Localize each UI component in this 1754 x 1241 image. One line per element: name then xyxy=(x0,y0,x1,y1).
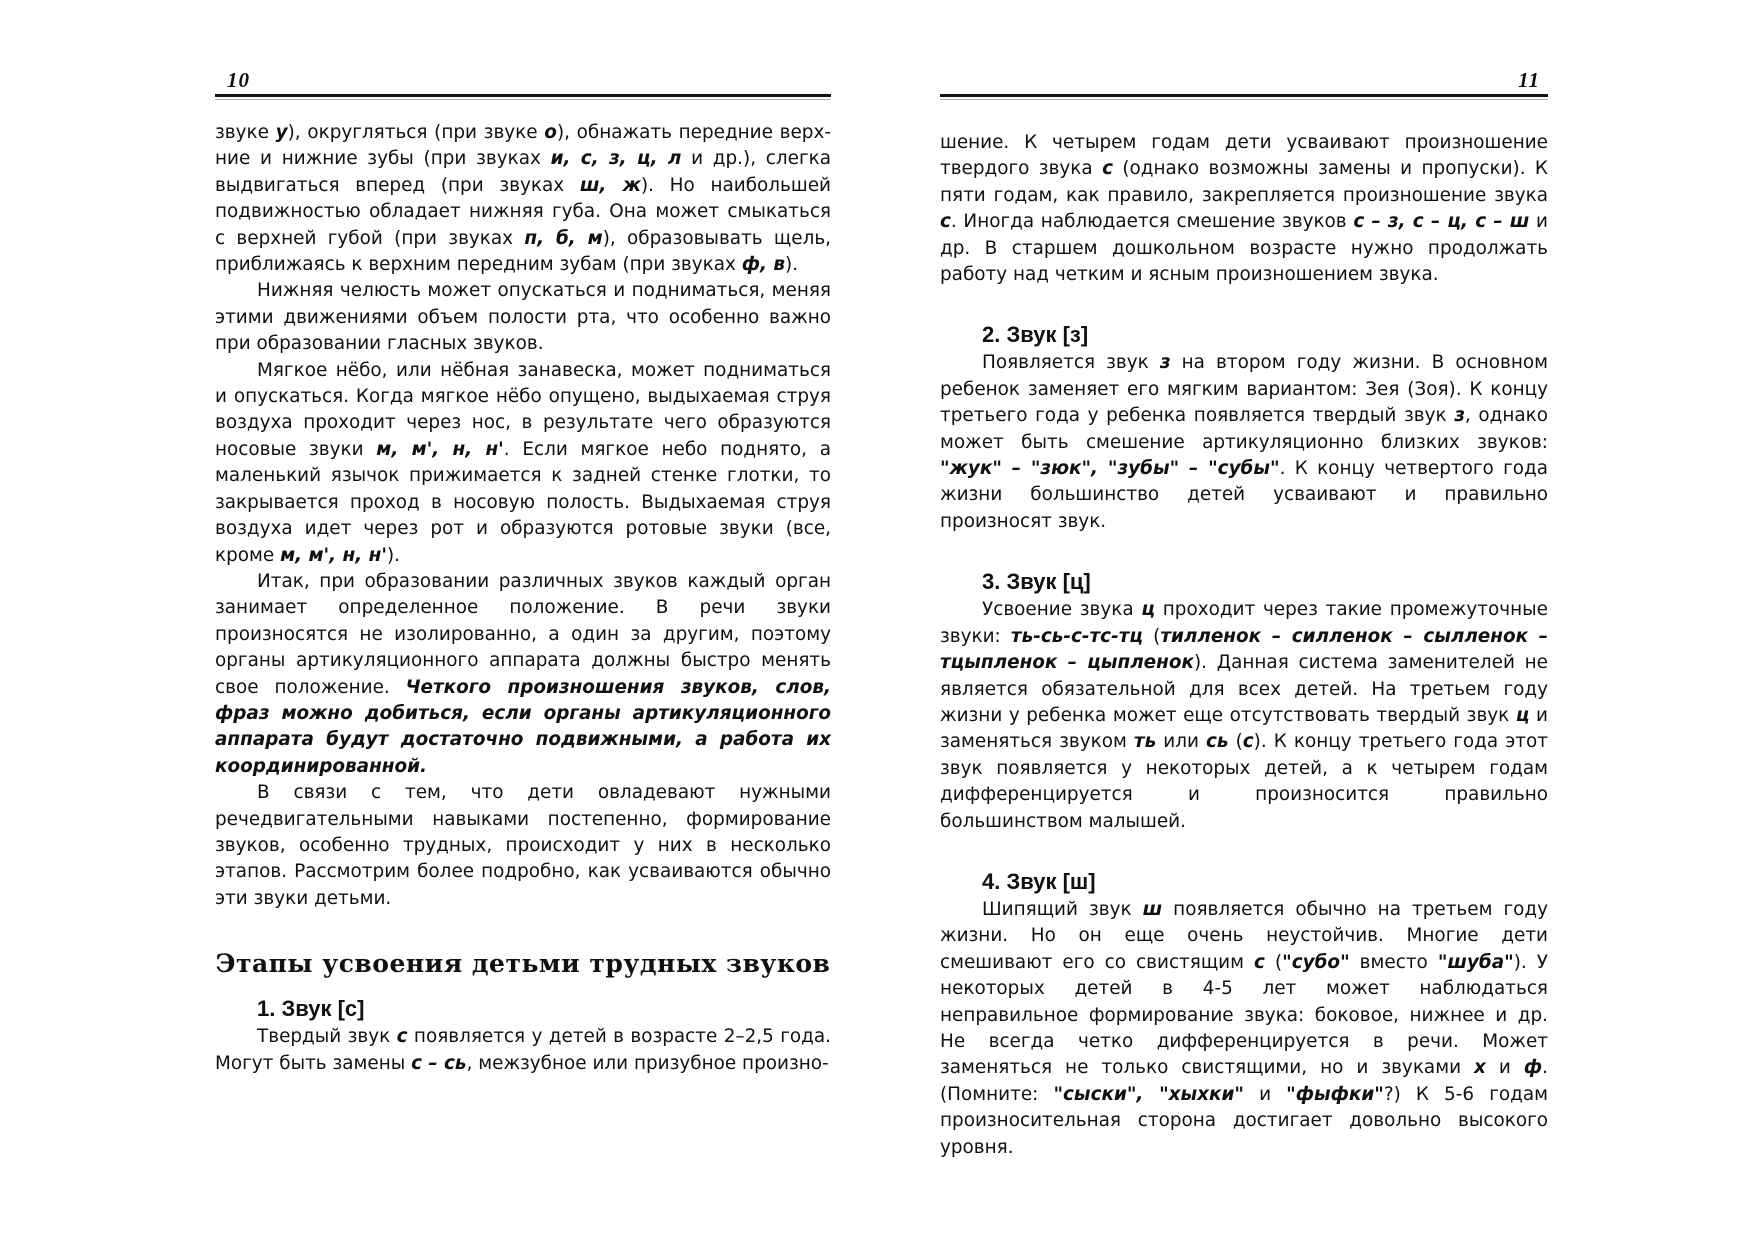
emphasized-text: о xyxy=(544,122,557,143)
emphasized-text: с – сь xyxy=(411,1052,467,1074)
right-page-body xyxy=(940,130,1548,1161)
emphasized-text: Четкого произношения звуков, слов, фраз можно добиться, если органы артикуляционного аппарата будут достаточно подвижными, а работа их координированной. xyxy=(215,676,831,777)
emphasized-text: "шуба" xyxy=(1437,951,1514,973)
paragraph: звуке у), округляться (при звуке о), обнажать передние верх-ние и нижние зубы (при звуках и, с, з, ц, л и др.), слегка выдвигаться вперед (при звуках ш, ж). Но наибольшей подвижностью обладает нижняя губа. Она может смыкаться с верхней губой (при звуках п, б, м), образовывать щель, приближаясь к верхним передним зубам (при звуках ф, в). xyxy=(215,122,832,276)
paragraph: шение. К четырем годам дети усваивают произношение твердого звука с (однако возможны замены и пропуски). К пяти годам, как правило, закрепляется произношение звука с. Иногда наблюдается смешение звуков с – з, с – ц, с – ш и др. В старшем дошкольном возрасте нужно продолжать работу над четким и ясным произношением звука. xyxy=(940,132,1548,286)
emphasized-text: ф xyxy=(1523,1057,1543,1079)
emphasized-text: с – з, с – ц, с – ш xyxy=(1353,211,1530,233)
emphasized-text: сь xyxy=(1205,731,1229,753)
left-page xyxy=(215,0,831,1241)
emphasized-text: м, м', н, н' xyxy=(280,544,387,566)
running-head-left xyxy=(215,64,831,104)
paragraph: В связи с тем, что дети овладевают нужными речедвигательными навыками постепенно, формирование звуков, особенно трудных, происходит у них в несколько этапов. Рассмотрим более подробно, как усваиваются обычно эти звуки детьми. xyxy=(215,782,831,909)
emphasized-text: ш xyxy=(1142,898,1163,920)
emphasized-text: с xyxy=(1242,731,1254,753)
emphasized-text: з xyxy=(1454,405,1465,427)
paragraph: Мягкое нёбо, или нёбная занавеска, может подниматься и опускаться. Когда мягкое нёбо опущено, выдыхаемая струя воздуха проходит через нос, в результате чего образуются носовые звуки м, м', н, н'. Если мягкое небо поднято, а маленький язычок прижимается к задней стенке глотки, то закрывается проход в носовую полость. Выдыхаемая струя воздуха идет через рот и образуются ротовые звуки (все, кроме м, м', н, н'). xyxy=(215,359,831,566)
header-rule xyxy=(940,94,1548,97)
emphasized-text: и, с, з, ц, л xyxy=(550,148,682,170)
paragraph: Нижняя челюсть может опускаться и подниматься, меняя этими движениями объем полости рта, что особенно важно при образовании гласных звуков. xyxy=(215,280,831,355)
left-page-body xyxy=(215,120,831,1077)
emphasized-text: у xyxy=(275,122,288,143)
page-number: 11 xyxy=(1518,68,1540,92)
emphasized-text: з xyxy=(1159,352,1171,374)
emphasized-text: с xyxy=(1102,158,1113,180)
section-title: Этапы усвоения детьми трудных звуков xyxy=(215,949,831,979)
emphasized-text: с xyxy=(396,1026,408,1048)
emphasized-text: с xyxy=(940,211,951,233)
emphasized-text: тилленок – силленок – сылленок – тцыпленок – цыпленок xyxy=(940,625,1548,674)
emphasized-text: п, б, м xyxy=(524,227,603,249)
paragraph: Твердый звук с появляется у детей в возрасте 2–2,5 года. Могут быть замены с – сь, межзубное или призубное произно- xyxy=(215,1026,831,1074)
paragraph: Появляется звук з на втором году жизни. В основном ребенок заменяет его мягким вариантом: Зея (Зоя). К концу третьего года у ребенка появляется твердый звук з, однако может быть смешение артикуляционно близких звуков: "жук" – "зюк", "зубы" – "субы". К концу четвертого года жизни большинство детей усваивают и правильно произносят звук. xyxy=(940,352,1549,532)
emphasized-text: "субо" xyxy=(1282,951,1350,973)
subsection-title: 1. Звук [с] xyxy=(257,996,365,1022)
right-page xyxy=(940,0,1548,1241)
emphasized-text: ть-сь-с-тс-тц xyxy=(1010,625,1144,647)
paragraph: Усвоение звука ц проходит через такие промежуточные звуки: ть-сь-с-тс-тц (тилленок – силленок – сылленок – тцыпленок – цыпленок). Данная система заменителей не является обязательной для всех детей. На третьем году жизни у ребенка может еще отсутствовать твердый звук ц и заменяться звуком ть или сь (с). К концу третьего года этот звук появляется у некоторых детей, а к четырем годам дифференцируется и произносится правильно большинством малышей. xyxy=(940,599,1548,832)
emphasized-text: х xyxy=(1474,1057,1486,1079)
running-head-right xyxy=(940,64,1548,104)
emphasized-text: ф, в xyxy=(741,254,786,276)
emphasized-text: с xyxy=(1254,951,1265,973)
emphasized-text: ц xyxy=(1141,599,1156,621)
emphasized-text: ц xyxy=(1515,704,1530,726)
emphasized-text: ть xyxy=(1133,731,1157,753)
emphasized-text: "сыски", "хыхки" xyxy=(1053,1083,1244,1105)
subsection-title: 3. Звук [ц] xyxy=(982,569,1091,595)
page-number: 10 xyxy=(227,68,250,92)
emphasized-text: "фыфки" xyxy=(1286,1083,1384,1105)
subsection-title: 2. Звук [з] xyxy=(982,322,1089,348)
paragraph: Шипящий звук ш появляется обычно на третьем году жизни. Но он еще очень неустойчив. Многие дети смешивают его со свистящим с ("субо" вместо "шуба"). У некоторых детей в 4-5 лет может наблюдаться неправильное формирование звука: боковое, нижнее и др. Не всегда четко дифференцируется в речи. Может заменяться не только свистящими, но и звуками х и ф. (Помните: "сыски", "хыхки" и "фыфки"?) К 5-6 годам произносительная сторона достигает довольно высокого уровня. xyxy=(940,898,1549,1158)
paragraph: Итак, при образовании различных звуков каждый орган занимает определенное положение. В речи звуки произносятся не изолированно, а один за другим, поэтому органы артикуляционного аппарата должны быстро менять свое положение. Четкого произношения звуков, слов, фраз можно добиться, если органы артикуляционного аппарата будут достаточно подвижными, а работа их координированной. xyxy=(215,570,831,777)
subsection-title: 4. Звук [ш] xyxy=(982,868,1096,894)
header-rule xyxy=(215,94,831,97)
emphasized-text: м, м', н, н' xyxy=(376,438,504,460)
emphasized-text: "жук" – "зюк", "зубы" – "субы" xyxy=(940,458,1280,480)
emphasized-text: ш, ж xyxy=(579,174,641,196)
